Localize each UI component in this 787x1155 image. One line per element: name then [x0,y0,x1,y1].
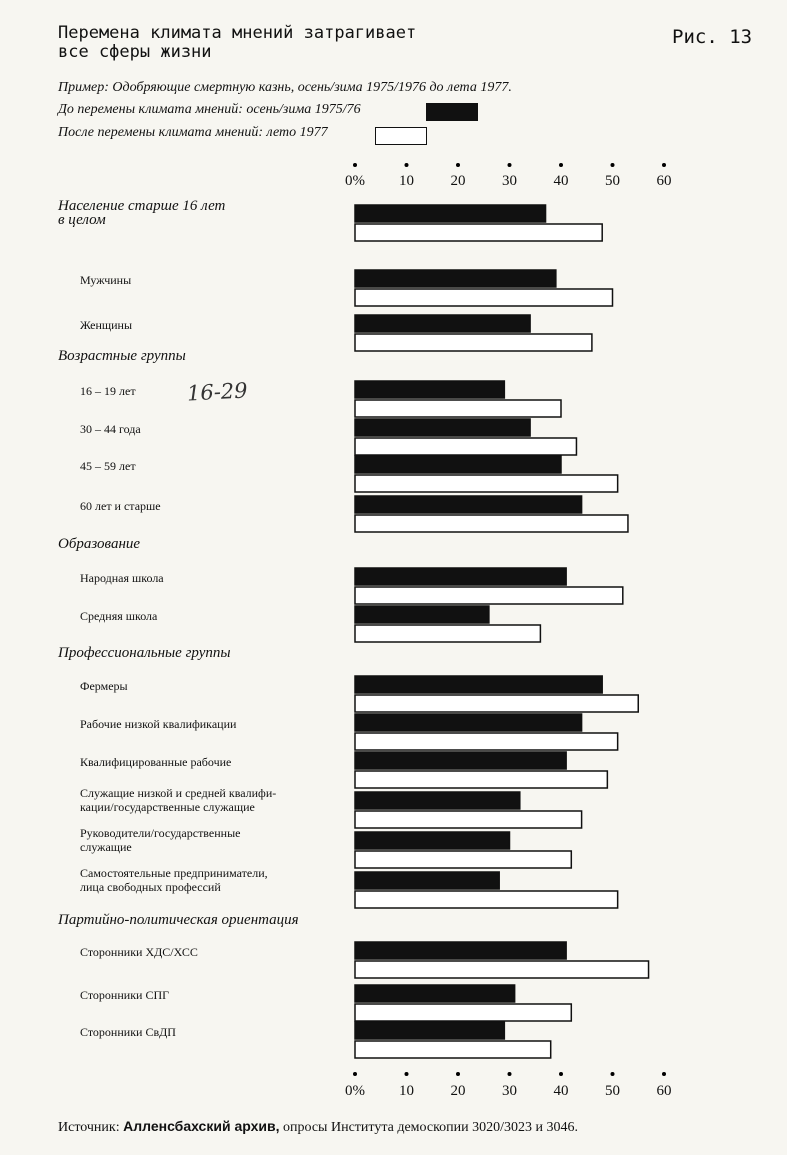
x-tick-mark [559,1072,563,1076]
category-label: 60 лет и старше [80,499,161,513]
x-tick-label: 50 [605,1083,620,1099]
bar-after [355,1041,551,1058]
group-title: Партийно-политическая ориентация [58,912,299,928]
x-tick-mark [405,1072,409,1076]
title-line-1: Перемена климата мнений затрагивает [58,23,417,43]
x-tick-mark [559,163,563,167]
bar-before [355,270,556,287]
source-archive: Алленсбахский архив, [123,1118,280,1134]
bar-before [355,496,582,513]
bar-before [355,676,602,693]
bar-after [355,400,561,417]
source-rest: опросы Института демоскопии 3020/3023 и 3046. [279,1120,579,1135]
group-title: Образование [58,536,141,552]
bar-before [355,714,582,731]
category-label: 30 – 44 года [80,422,141,436]
x-tick-mark [456,163,460,167]
group-title: Возрастные группы [58,348,186,364]
category-label: Служащие низкой и средней квалифи- [80,786,277,800]
x-tick-label: 20 [450,1083,466,1099]
x-tick-label: 0% [345,1083,365,1099]
x-tick-mark [611,1072,615,1076]
bar-before [355,315,530,332]
bar-after [355,625,540,642]
bar-after [355,851,571,868]
bar-before [355,832,510,849]
category-label: 45 – 59 лет [80,459,136,473]
legend-before-label: До перемены климата мнений: осень/зима 1975/76 [58,102,361,117]
bar-before [355,752,566,769]
category-label: Сторонники СвДП [80,1025,176,1039]
x-tick-mark [456,1072,460,1076]
x-tick-mark [662,1072,666,1076]
legend-after-label: После перемены климата мнений: лето 1977 [58,125,328,140]
x-tick-label: 30 [502,173,517,189]
x-tick-mark [508,163,512,167]
x-tick-mark [353,163,357,167]
bar-after [355,334,592,351]
bar-before [355,419,530,436]
bar-before [355,942,566,959]
category-label: Квалифицированные рабочие [80,755,232,769]
group-title: Профессиональные группы [58,645,231,661]
source-note [58,1118,578,1136]
x-tick-label: 20 [450,173,466,189]
x-tick-label: 0% [345,173,365,189]
bar-before [355,456,561,473]
bar-after [355,811,582,828]
category-label: Фермеры [80,679,128,693]
category-label: в целом [58,212,106,228]
category-label: Рабочие низкой квалификации [80,717,237,731]
bar-before [355,205,546,222]
x-tick-label: 10 [399,1083,414,1099]
category-label: Сторонники ХДС/ХСС [80,945,198,959]
figure-label: Рис. 13 [672,26,753,48]
category-label: Сторонники СПГ [80,988,170,1002]
x-tick-mark [508,1072,512,1076]
bar-after [355,289,613,306]
category-label: служащие [80,840,132,854]
bar-before [355,381,504,398]
x-tick-label: 60 [656,173,672,189]
bar-before [355,872,499,889]
category-label: Мужчины [80,273,132,287]
category-label: Народная школа [80,571,164,585]
category-label: 16 – 19 лет [80,384,136,398]
bar-after [355,1004,571,1021]
bar-after [355,695,638,712]
x-tick-label: 60 [656,1083,672,1099]
x-tick-label: 40 [553,173,569,189]
bar-after [355,961,649,978]
x-tick-label: 30 [502,1083,517,1099]
source-prefix: Источник: [58,1120,124,1135]
category-label: кации/государственные служащие [80,800,255,814]
bar-after [355,891,618,908]
handwritten-note: 16-29 [186,378,249,406]
x-tick-label: 10 [399,173,414,189]
bar-after [355,771,607,788]
legend-example: Пример: Одобряющие смертную казнь, осень/зима 1975/1976 до лета 1977. [58,80,512,95]
category-label: Население старше 16 лет [58,198,226,214]
x-tick-label: 40 [553,1083,569,1099]
bar-before [355,985,515,1002]
category-label: Женщины [80,318,133,332]
bar-after [355,733,618,750]
x-tick-mark [611,163,615,167]
bar-after [355,515,628,532]
bar-before [355,568,566,585]
bar-before [355,606,489,623]
bar-before [355,792,520,809]
category-label: Руководители/государственные [80,826,241,840]
bar-after [355,438,576,455]
category-label: Средняя школа [80,609,158,623]
x-tick-mark [662,163,666,167]
bar-after [355,224,602,241]
bar-before [355,1022,504,1039]
category-label: лица свободных профессий [80,880,221,894]
bar-after [355,587,623,604]
category-label: Самостоятельные предприниматели, [80,866,268,880]
x-tick-mark [353,1072,357,1076]
title-line-2: все сферы жизни [58,42,212,62]
bar-after [355,475,618,492]
x-tick-mark [405,163,409,167]
x-tick-label: 50 [605,173,620,189]
